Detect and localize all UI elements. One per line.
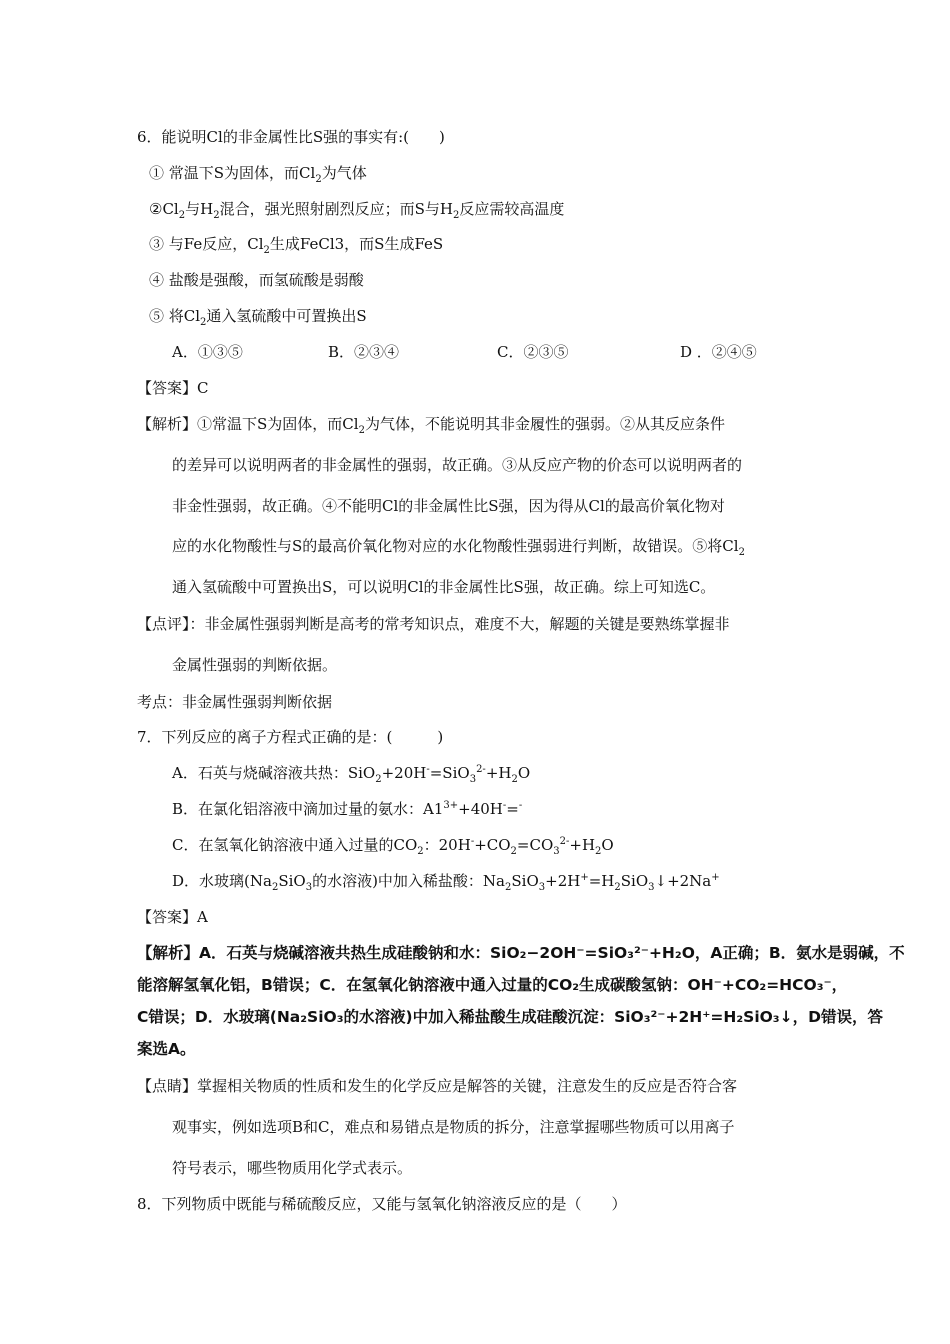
q6-statement-2: $②Cl_2$与$H_2$混合，强光照射剧烈反应；而S与$H_2$反应需较高温度 bbox=[149, 200, 565, 221]
q7-note-line-2: 观事实，例如选项B和C，难点和易错点是物质的拆分，注意掌握哪些物质可以用离子 bbox=[172, 1118, 735, 1136]
q7-explanation-line-2: 能溶解氢氧化铝，B错误；C．在氢氧化钠溶液中通入过量的CO₂生成碳酸氢钠：OH⁻+CO₂=HCO₃⁻， bbox=[137, 976, 848, 994]
q7-answer: 【答案】A bbox=[137, 908, 208, 926]
q7-explanation-line-4: 案选A。 bbox=[137, 1040, 196, 1058]
q7-explanation-line-3: C错误；D．水玻璃(Na₂SiO₃的水溶液)中加入稀盐酸生成硅酸沉淀：SiO₃²⁻+2H⁺=H₂SiO₃↓，D错误，答 bbox=[137, 1008, 883, 1026]
q7-option-b: B．在氯化铝溶液中滴加过量的氨水：$A1^{3+}+40H^-=^-$ bbox=[172, 800, 523, 818]
q6-comment-line-2: 金属性强弱的判断依据。 bbox=[172, 656, 338, 674]
q6-explanation-line-4: 应的水化物酸性与S的最高价氧化物对应的水化物酸性强弱进行判断，故错误。⑤将$Cl_2$ bbox=[172, 537, 745, 558]
q7-option-d: D．水玻璃($Na_2SiO_3$的水溶液)中加入稀盐酸：$Na_2SiO_3+2H^+=H_2SiO_3↓+2Na^+$ bbox=[172, 872, 720, 893]
q7-note-line-1: 【点睛】掌握相关物质的性质和发生的化学反应是解答的关键，注意发生的反应是否符合客 bbox=[137, 1077, 738, 1095]
q7-note-line-3: 符号表示，哪些物质用化学式表示。 bbox=[172, 1159, 413, 1177]
q7-stem: 7．下列反应的离子方程式正确的是：( ) bbox=[137, 728, 444, 746]
q6-stem: 6．能说明Cl的非金属性比S强的事实有:( ) bbox=[137, 128, 445, 146]
q6-answer: 【答案】C bbox=[137, 379, 209, 397]
q6-explanation-line-3: 非金性强弱，故正确。④不能明Cl的非金属性比S强，因为得从Cl的最高价氧化物对 bbox=[172, 497, 725, 515]
q7-option-c: C．在氢氧化钠溶液中通入过量的$CO_2$：$20H^-+CO_2=CO_3^{2-}+H_2O$ bbox=[172, 836, 614, 857]
q6-explanation-line-1: 【解析】①常温下S为固体，而$Cl_2$为气体，不能说明其非金履性的强弱。②从其反应条件 bbox=[137, 415, 725, 436]
q7-explanation-line-1: 【解析】A．石英与烧碱溶液共热生成硅酸钠和水：SiO₂−2OH⁻=SiO₃²⁻+H₂O，A正确；B．氨水是弱碱，不 bbox=[137, 944, 905, 962]
q8-stem: 8．下列物质中既能与稀硫酸反应，又能与氢氧化钠溶液反应的是（ ） bbox=[137, 1195, 627, 1213]
q6-statement-3: ③ 与Fe反应，$Cl_2$生成FeCl3，而S生成FeS bbox=[149, 235, 444, 256]
q6-option-b: B．②③④ bbox=[328, 343, 400, 361]
q6-explanation-line-5: 通入氢硫酸中可置换出S，可以说明Cl的非金属性比S强，故正确。综上可知选C。 bbox=[172, 578, 716, 596]
q6-option-a: A．①③⑤ bbox=[172, 343, 243, 361]
q6-key-point: 考点：非金属性强弱判断依据 bbox=[137, 693, 333, 711]
q6-explanation-line-2: 的差异可以说明两者的非金属性的强弱，故正确。③从反应产物的价态可以说明两者的 bbox=[172, 456, 743, 474]
q7-option-a: A．石英与烧碱溶液共热：$SiO_2+20H^-=SiO_3^{2-}+H_2O$ bbox=[172, 764, 531, 785]
q6-statement-4: ④ 盐酸是强酸，而氢硫酸是弱酸 bbox=[149, 271, 364, 289]
q6-comment-line-1: 【点评】：非金属性强弱判断是高考的常考知识点，难度不大，解题的关键是要熟练掌握非 bbox=[137, 615, 730, 633]
q6-statement-1: ① 常温下S为固体，而$Cl_2$为气体 bbox=[149, 164, 367, 185]
q6-option-c: C．②③⑤ bbox=[497, 343, 569, 361]
q6-option-d: D ．②④⑤ bbox=[680, 343, 757, 361]
q6-statement-5: ⑤ 将$Cl_2$通入氢硫酸中可置换出S bbox=[149, 307, 367, 328]
